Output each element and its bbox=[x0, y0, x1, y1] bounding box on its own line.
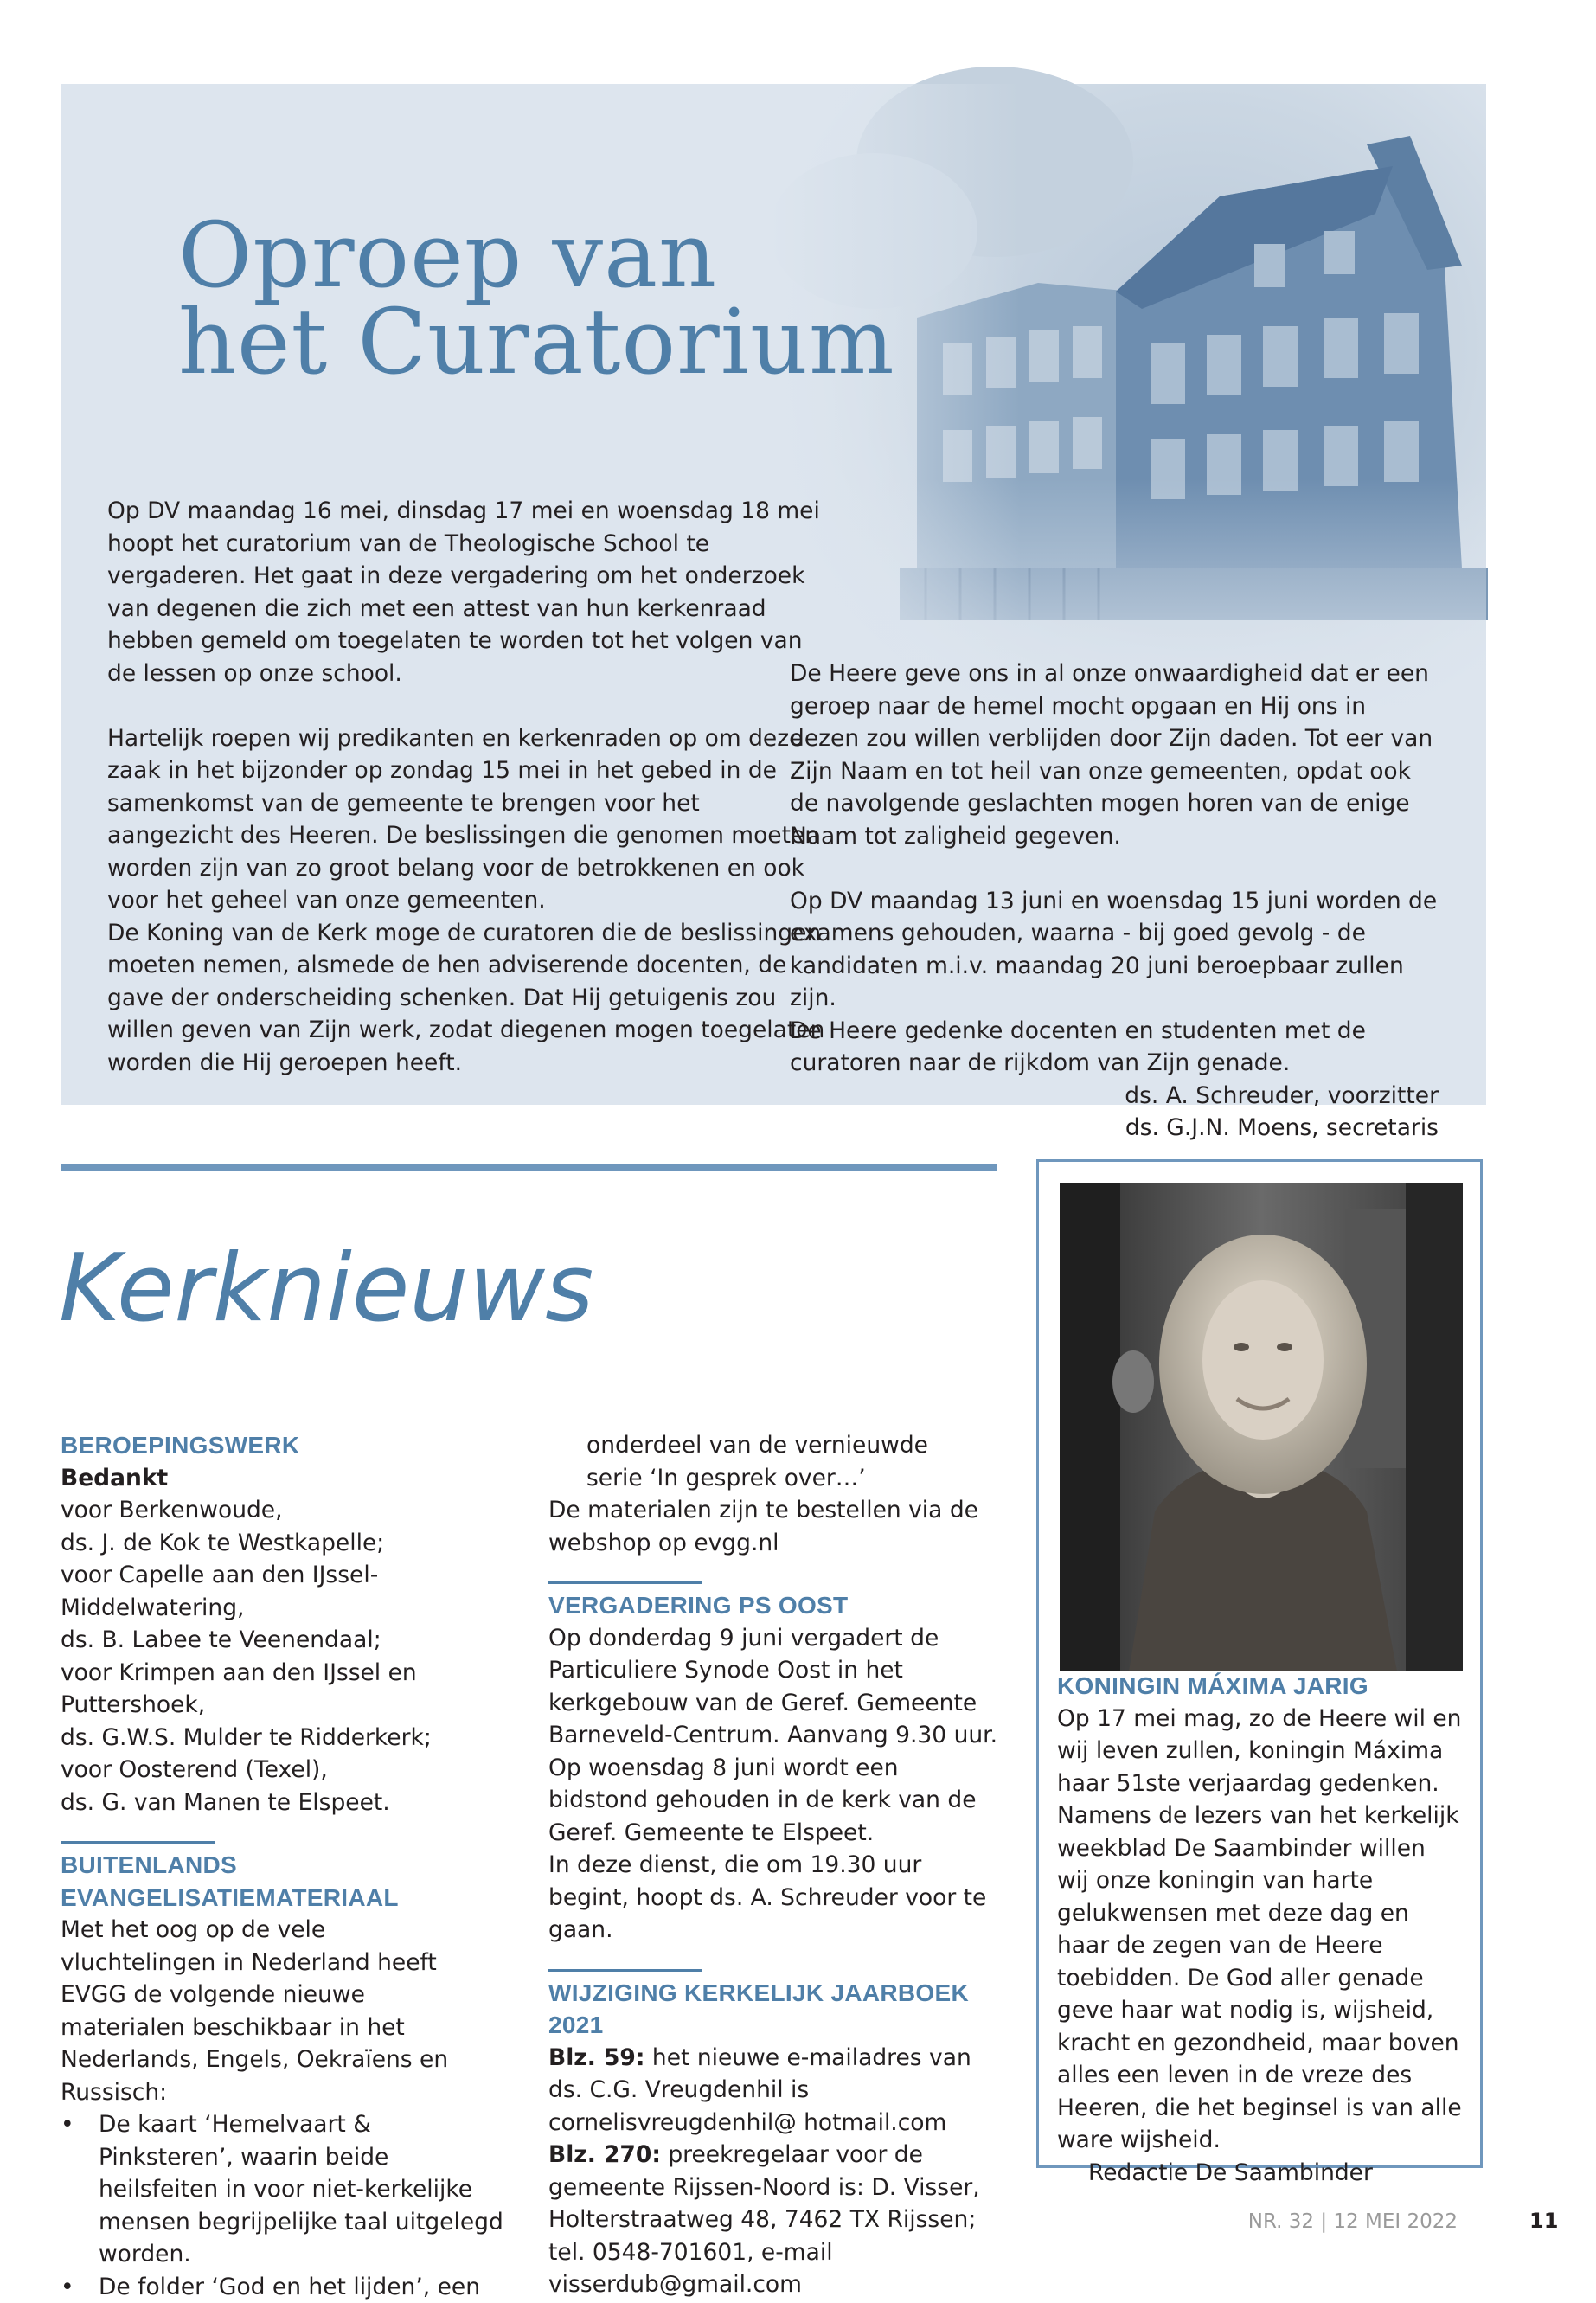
buitenlands-heading-line2: EVANGELISATIEMATERIAAL bbox=[61, 1882, 528, 1915]
section-separator bbox=[61, 1841, 215, 1844]
jaarboek-entry-label: Blz. 270: bbox=[548, 2141, 661, 2168]
buitenlands-intro: Met het oog op de vele vluchtelingen in Nederland heeft EVGG de volgende nieuwe materialen beschikbaar in het Nederlands, Engels, Oekraïens en Russisch: bbox=[61, 1914, 476, 2108]
beroepingswerk-line: ds. J. de Kok te Westkapelle; bbox=[61, 1527, 528, 1560]
article-paragraph: Op DV maandag 13 juni en woensdag 15 juni worden de examens gehouden, waarna - bij goed gevolg - de kandidaten m.i.v. maandag 20 juni beroepbaar zullen zijn. bbox=[790, 885, 1439, 1015]
sidebar-heading: KONINGIN MÁXIMA JARIG bbox=[1057, 1670, 1464, 1703]
section-rule bbox=[61, 1164, 997, 1171]
article-paragraph: Hartelijk roepen wij predikanten en kerkenraden op om deze zaak in het bijzonder op zondag 15 mei in het gebed in de samenkomst van de gemeente te brengen voor het aangezicht des Heeren. De beslissingen die genomen moeten worden zijn van zo groot belang voor de betrokkenen en ook voor het geheel van onze gemeenten. bbox=[107, 722, 825, 917]
beroepingswerk-line: ds. B. Labee te Veenendaal; bbox=[61, 1624, 528, 1657]
buitenlands-continuation: onderdeel van de vernieuwde serie ‘In gesprek over…’ bbox=[548, 1429, 984, 1494]
jaarboek-entry-text: het nieuwe e-mailadres van ds. C.G. Vreugdenhil is cornelisvreugdenhil@ hotmail.com bbox=[548, 2044, 971, 2136]
article-right-column bbox=[790, 658, 1439, 1145]
article-paragraph: Op DV maandag 16 mei, dinsdag 17 mei en woensdag 18 mei hoopt het curatorium van de Theologische School te vergaderen. Het gaat in deze vergadering om het onderzoek van degenen die zich met een attest van hun kerkenraad hebben gemeld om toegelaten te worden tot het volgen van de lessen op onze school. bbox=[107, 495, 825, 690]
beroepingswerk-heading: BEROEPINGSWERK bbox=[61, 1429, 528, 1462]
article-paragraph: De Heere gedenke docenten en studenten met de curatoren naar de rijkdom van Zijn genade. bbox=[790, 1015, 1439, 1080]
sidebar-text bbox=[1057, 1670, 1464, 2189]
building-photo bbox=[770, 84, 1486, 741]
buitenlands-order-note: De materialen zijn te bestellen via de webshop op evgg.nl bbox=[548, 1494, 998, 1559]
page-number: 11 bbox=[1529, 2209, 1558, 2233]
buitenlands-list bbox=[61, 2108, 528, 2303]
signature-secretary: ds. G.J.N. Moens, secretaris bbox=[790, 1112, 1439, 1145]
jaarboek-entry bbox=[548, 2042, 998, 2139]
jaarboek-entry-label: Blz. 59: bbox=[548, 2044, 644, 2071]
section-separator bbox=[548, 1581, 702, 1584]
signature-chair: ds. A. Schreuder, voorzitter bbox=[790, 1080, 1439, 1113]
article-paragraph: De Koning van de Kerk moge de curatoren die de beslissingen moeten nemen, alsmede de hen adviserende docenten, de gave der onderscheiding schenken. Dat Hij getuigenis zou willen geven van Zijn werk, zodat diegenen mogen toegelaten worden die Hij geroepen heeft. bbox=[107, 917, 825, 1080]
jaarboek-entry bbox=[548, 2139, 998, 2301]
vergadering-paragraph: In deze dienst, die om 19.30 uur begint, hoopt ds. A. Schreuder voor te gaan. bbox=[548, 1849, 998, 1947]
vergadering-heading: VERGADERING PS OOST bbox=[548, 1589, 998, 1622]
beroepingswerk-line: ds. G. van Manen te Elspeet. bbox=[61, 1787, 528, 1819]
article-title-line2: het Curatorium bbox=[178, 289, 895, 395]
portrait-photo bbox=[1060, 1183, 1463, 1671]
jaarboek-heading: WIJZIGING KERKELIJK JAARBOEK 2021 bbox=[548, 1977, 998, 2042]
vergadering-paragraph: Op donderdag 9 juni vergadert de Particuliere Synode Oost in het kerkgebouw van de Geref. Gemeente Barneveld-Centrum. Aanvang 9.30 uur. Op woensdag 8 juni wordt een bidstond gehouden in de kerk van de Geref. Gemeente te Elspeet. bbox=[548, 1622, 998, 1850]
article-title bbox=[178, 212, 895, 385]
section-separator bbox=[548, 1969, 702, 1972]
news-column-1 bbox=[61, 1429, 528, 2303]
section-title: Kerknieuws bbox=[59, 1233, 593, 1345]
sidebar-body: Op 17 mei mag, zo de Heere wil en wij leven zullen, koningin Máxima haar 51ste verjaardag gedenken. Namens de lezers van het kerkelijk weekblad De Saambinder willen wij onze koningin van harte gelukwensen met deze dag en haar de zegen van de Heere toebidden. De God aller genade geve haar wat nodig is, wijsheid, kracht en gezondheid, maar boven alles een leven in de vreze des Heeren, die het beginsel is van alle ware wijsheid. bbox=[1057, 1703, 1464, 2157]
beroepingswerk-subheading: Bedankt bbox=[61, 1462, 528, 1495]
beroepingswerk-line: voor Oosterend (Texel), bbox=[61, 1754, 528, 1787]
article-left-column bbox=[107, 495, 825, 1079]
article-title-line1: Oproep van bbox=[178, 202, 717, 308]
sidebar-credit: Redactie De Saambinder bbox=[1057, 2157, 1464, 2190]
list-item: • De folder ‘God en het lijden’, een bbox=[61, 2271, 528, 2303]
beroepingswerk-line: voor Krimpen aan den IJssel en Puttershoek, bbox=[61, 1657, 528, 1722]
beroepingswerk-line: voor Capelle aan den IJssel-Middelwatering, bbox=[61, 1559, 528, 1624]
buitenlands-heading-line1: BUITENLANDS bbox=[61, 1849, 528, 1882]
beroepingswerk-line: ds. G.W.S. Mulder te Ridderkerk; bbox=[61, 1722, 528, 1755]
jaarboek-entry-text: preekregelaar voor de gemeente Rijssen-Noord is: D. Visser, Holterstraatweg 48, 7462 TX Rijssen; tel. 0548-701601, e-mail visserdub@gmail.com bbox=[548, 2141, 980, 2298]
issue-info: NR. 32 | 12 MEI 2022 bbox=[1248, 2210, 1458, 2233]
article-panel bbox=[61, 84, 1486, 1105]
news-column-2 bbox=[548, 1429, 998, 2301]
beroepingswerk-line: voor Berkenwoude, bbox=[61, 1494, 528, 1527]
list-item: • De kaart ‘Hemelvaart & Pinksteren’, waarin beide heilsfeiten in voor niet-kerkelijke mensen begrijpelijke taal uitgelegd worden. bbox=[61, 2108, 505, 2271]
article-paragraph: De Heere geve ons in al onze onwaardigheid dat er een geroep naar de hemel mocht opgaan en Hij ons in dezen zou willen verblijden door Zijn daden. Tot eer van Zijn Naam en tot heil van onze gemeenten, opdat ook de navolgende geslachten mogen horen van de enige Naam tot zaligheid gegeven. bbox=[790, 658, 1439, 852]
